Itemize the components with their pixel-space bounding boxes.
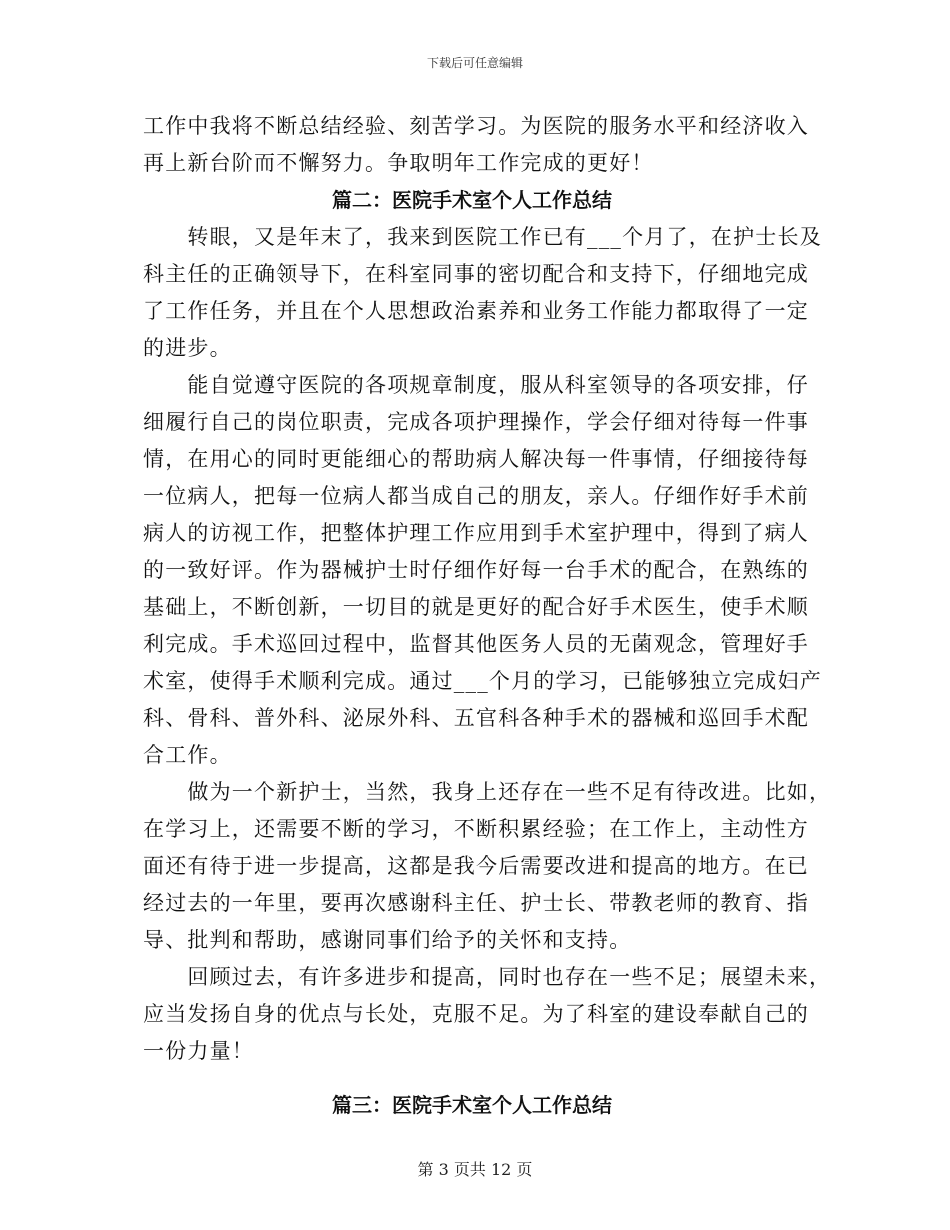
paragraph-line: 了工作任务，并且在个人思想政治素养和业务工作能力都取得了一定 <box>143 299 809 323</box>
paragraph-line: 情，在用心的同时更能细心的帮助病人解决每一件事情，仔细接待每 <box>143 447 809 471</box>
paragraph-line: 经过去的一年里，要再次感谢科主任、护士长、带教老师的教育、指 <box>143 891 809 915</box>
paragraph-line: 科、骨科、普外科、泌尿外科、五官科各种手术的器械和巡回手术配 <box>143 706 809 730</box>
paragraph-line: 一位病人，把每一位病人都当成自己的朋友，亲人。仔细作好手术前 <box>143 484 809 508</box>
paragraph-line: 利完成。手术巡回过程中，监督其他医务人员的无菌观念，管理好手 <box>143 632 809 656</box>
paragraph-line: 回顾过去，有许多进步和提高，同时也存在一些不足；展望未来， <box>143 965 832 989</box>
paragraph-line: 的一致好评。作为器械护士时仔细作好每一台手术的配合，在熟练的 <box>143 558 809 582</box>
paragraph-line: 科主任的正确领导下，在科室同事的密切配合和支持下，仔细地完成 <box>143 262 809 286</box>
paragraph-line: 一份力量！ <box>143 1039 254 1063</box>
paragraph-line: 术室，使得手术顺利完成。通过___个月的学习，已能够独立完成妇产 <box>143 669 822 693</box>
paragraph-line: 在学习上，还需要不断的学习，不断积累经验；在工作上，主动性方 <box>143 817 809 841</box>
page-header: 下载后可任意编辑 <box>426 56 523 70</box>
paragraph-line: 的进步。 <box>143 336 232 360</box>
paragraph-line: 导、批判和帮助，感谢同事们给予的关怀和支持。 <box>143 928 632 952</box>
paragraph-line: 转眼，又是年末了，我来到医院工作已有___个月了，在护士长及 <box>143 225 822 249</box>
section-spacer <box>143 1070 801 1087</box>
paragraph-line: 合工作。 <box>143 743 232 767</box>
paragraph-line: 应当发扬自身的优点与长处，克服不足。为了科室的建设奉献自己的 <box>143 1002 809 1026</box>
paragraph-line: 做为一个新护士，当然，我身上还存在一些不足有待改进。比如， <box>143 780 832 804</box>
paragraph-line: 基础上，不断创新，一切目的就是更好的配合好手术医生，使手术顺 <box>143 595 809 619</box>
paragraph-line: 病人的访视工作，把整体护理工作应用到手术室护理中，得到了病人 <box>143 521 809 545</box>
document-body <box>143 108 832 1124</box>
paragraph-line: 能自觉遵守医院的各项规章制度，服从科室领导的各项安排，仔 <box>143 373 809 397</box>
section-heading-3: 篇三：医院手术室个人工作总结 <box>332 1093 612 1117</box>
paragraph-line: 细履行自己的岗位职责，完成各项护理操作，学会仔细对待每一件事 <box>143 410 809 434</box>
page-footer: 第 3 页共 12 页 <box>417 1160 533 1179</box>
paragraph-line: 再上新台阶而不懈努力。争取明年工作完成的更好！ <box>143 151 654 175</box>
paragraph-line: 工作中我将不断总结经验、刻苦学习。为医院的服务水平和经济收入 <box>143 114 809 138</box>
paragraph-line: 面还有待于进一步提高，这都是我今后需要改进和提高的地方。在已 <box>143 854 809 878</box>
section-heading-2: 篇二：医院手术室个人工作总结 <box>332 188 612 212</box>
